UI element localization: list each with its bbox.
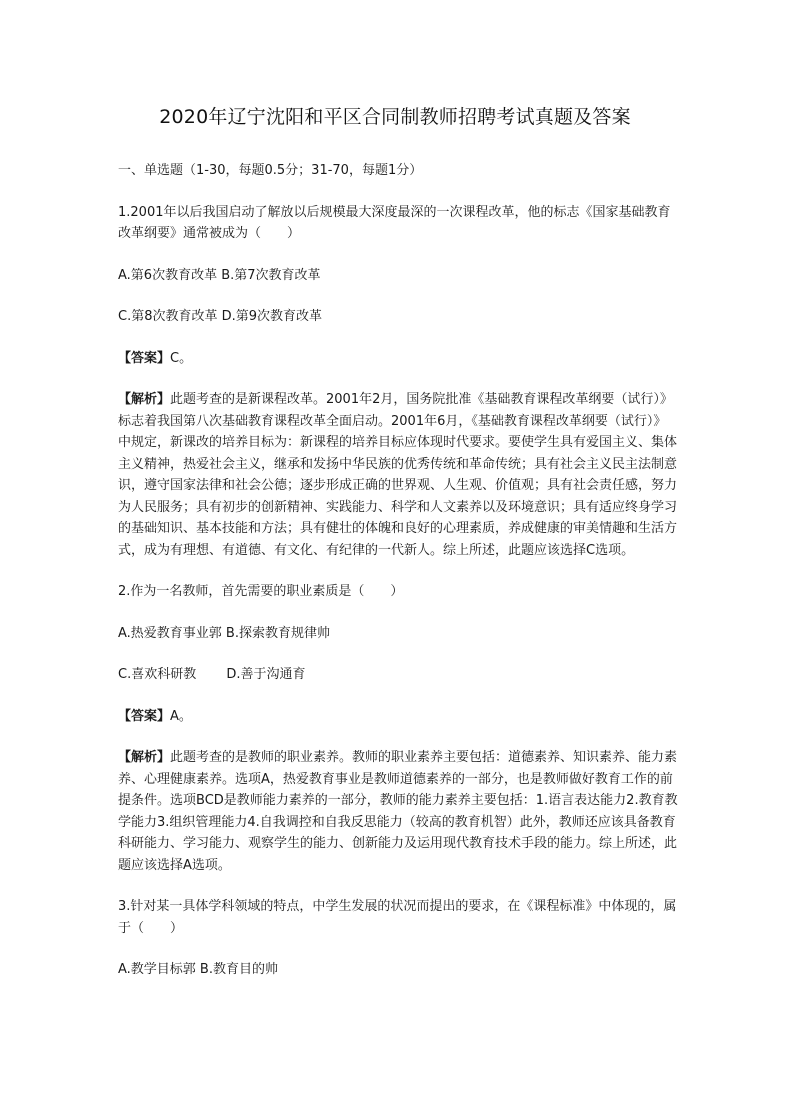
question-1-answer <box>118 348 678 370</box>
analysis-label: 【解析】 <box>118 750 171 765</box>
answer-label: 【答案】 <box>118 350 171 366</box>
document-title: 2020年辽宁沈阳和平区合同制教师招聘考试真题及答案 <box>159 106 631 128</box>
question-1-stem: 1.2001年以后我国启动了解放以后规模最大深度最深的一次课程改革，他的标志《国家基础教育改革纲要》通常被成为（ ） <box>118 204 671 241</box>
question-2-options-cd: C.喜欢科研教 D.善于沟通育 <box>118 667 306 682</box>
answer-value: A。 <box>170 708 192 724</box>
question-1-options-cd: C.第8次教育改革 D.第9次教育改革 <box>118 309 323 324</box>
question-3-stem: 3.针对某一具体学科领域的特点，中学生发展的状况而提出的要求，在《课程标准》中体现的，属于（ ） <box>118 899 677 936</box>
answer-value: C。 <box>170 350 193 366</box>
analysis-label: 【解析】 <box>118 392 171 407</box>
question-2-analysis <box>118 747 678 876</box>
analysis-text: 此题考查的是教师的职业素养。教师的职业素养主要包括：道德素养、知识素养、能力素养、心理健康素养。选项A，热爱教育事业是教师道德素养的一部分，也是教师做好教育工作的前提条件。选项BCD是教师能力素养的一部分，教师的能力素养主要包括：1.语言表达能力2.教育教学能力3.组织管理能力4.自我调控和自我反思能力（较高的教育机智）此外，教师还应该具备教育科研能力、学习能力、观察学生的能力、创新能力及运用现代教育技术手段的能力。综上所述，此题应该选择A选项。 <box>118 750 678 873</box>
question-1-options-ab: A.第6次教育改革 B.第7次教育改革 <box>118 267 321 283</box>
question-2-answer <box>118 706 678 728</box>
answer-label: 【答案】 <box>118 708 171 724</box>
question-1-analysis <box>118 389 678 561</box>
analysis-text: 此题考查的是新课程改革。2001年2月，国务院批准《基础教育课程改革纲要（试行）》标志着我国第八次基础教育课程改革全面启动。2001年6月，《基础教育课程改革纲要（试行）》中规定，新课改的培养目标为：新课程的培养目标应体现时代要求。要使学生具有爱国主义、集体主义精神，热爱社会主义，继承和发扬中华民族的优秀传统和革命传统；具有社会主义民主法制意识，遵守国家法律和社会公德；逐步形成正确的世界观、人生观、价值观；具有社会责任感，努力为人民服务；具有初步的创新精神、实践能力、科学和人文素养以及环境意识；具有适应终身学习的基础知识、基本技能和方法；具有健壮的体魄和良好的心理素质，养成健康的审美情趣和生活方式，成为有理想、有道德、有文化、有纪律的一代新人。综上所述，此题应该选择C选项。 <box>118 392 678 558</box>
question-3-options-ab: A.教学目标郭 B.教育目的帅 <box>118 962 278 977</box>
document-body <box>118 160 678 1001</box>
question-2-options-ab: A.热爱教育事业郭 B.探索教育规律帅 <box>118 625 330 641</box>
question-2-stem: 2.作为一名教师，首先需要的职业素质是（ ） <box>118 584 404 599</box>
section-heading: 一、单选题（1-30，每题0.5分；31-70，每题1分） <box>118 163 423 178</box>
